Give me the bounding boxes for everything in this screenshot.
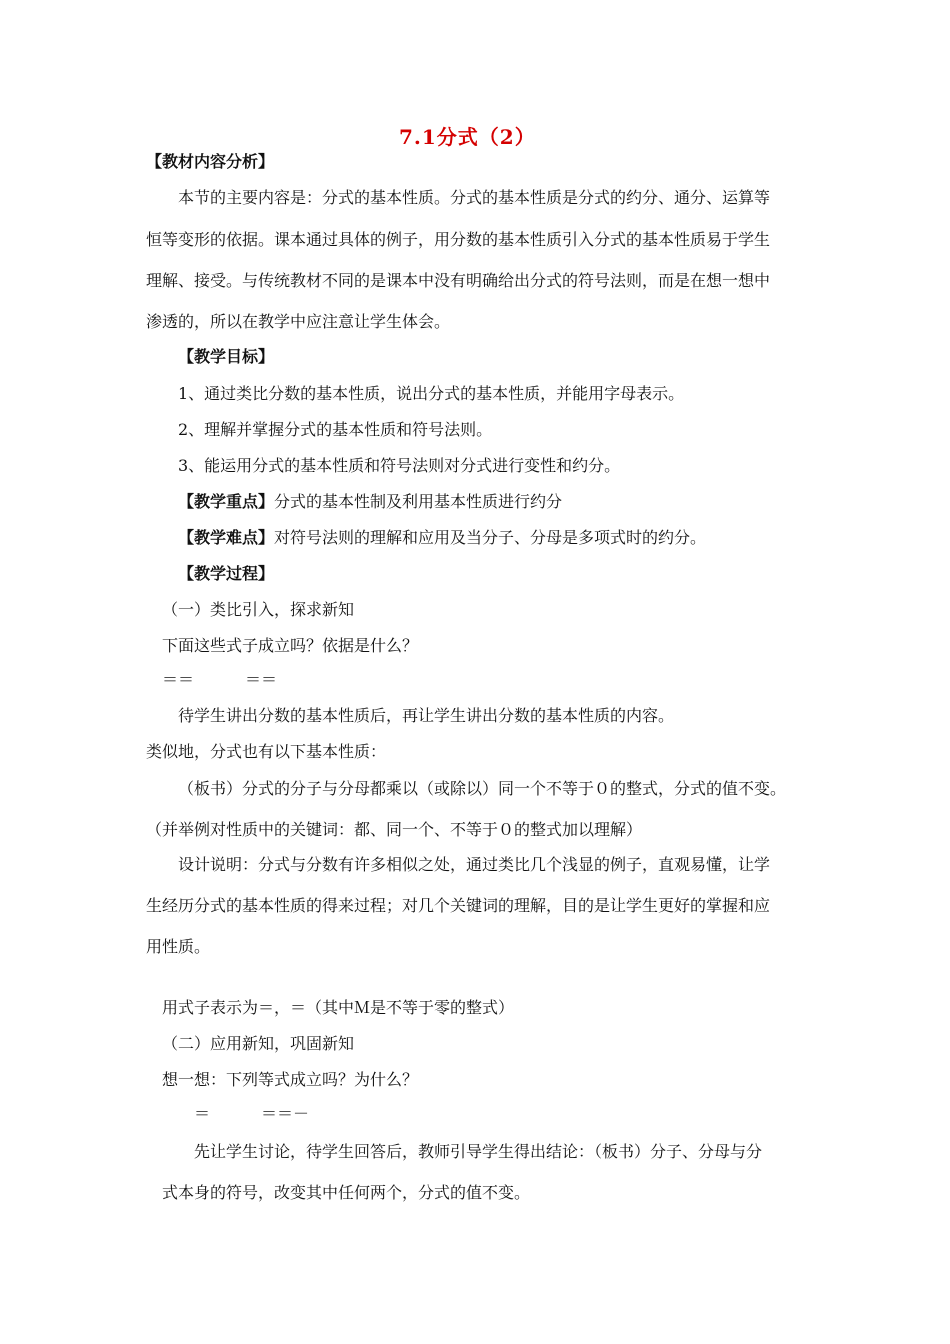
process-line: （一）类比引入，探求新知	[162, 600, 355, 619]
paragraph-line: 本节的主要内容是：分式的基本性质。分式的基本性质是分式的约分、通分、运算等	[178, 188, 771, 207]
process-line: （板书）分式的分子与分母都乘以（或除以）同一个不等于０的整式，分式的值不变。	[178, 779, 787, 798]
process-line: 类似地，分式也有以下基本性质：	[146, 742, 387, 761]
process-line: 式本身的符号，改变其中任何两个，分式的值不变。	[162, 1183, 531, 1202]
goal-item: 1、通过类比分数的基本性质，说出分式的基本性质，并能用字母表示。	[178, 384, 685, 403]
process-line: 下面这些式子成立吗？依据是什么？	[162, 636, 419, 655]
goal-item: 3、能运用分式的基本性质和符号法则对分式进行变性和约分。	[178, 456, 621, 475]
section-heading-difficulty: 【教学难点】	[178, 528, 275, 547]
key-point-text: 分式的基本性制及利用基本性质进行约分	[274, 492, 563, 511]
process-line: 用性质。	[146, 937, 211, 956]
process-line: 设计说明：分式与分数有许多相似之处，通过类比几个浅显的例子，直观易懂，让学	[178, 855, 771, 874]
section-heading-goals: 【教学目标】	[178, 347, 275, 366]
difficulty-text: 对符号法则的理解和应用及当分子、分母是多项式时的约分。	[274, 528, 707, 547]
paragraph-line: 恒等变形的依据。课本通过具体的例子，用分数的基本性质引入分式的基本性质易于学生	[146, 230, 771, 249]
process-line: 生经历分式的基本性质的得来过程；对几个关键词的理解，目的是让学生更好的掌握和应	[146, 896, 771, 915]
section-heading-process: 【教学过程】	[178, 564, 275, 583]
section-heading-key: 【教学重点】	[178, 492, 275, 511]
process-line: 先让学生讨论，待学生回答后，教师引导学生得出结论：（板书）分子、分母与分	[194, 1142, 763, 1161]
process-line: 想一想：下列等式成立吗？为什么？	[162, 1070, 419, 1089]
process-line: （并举例对性质中的关键词：都、同一个、不等于０的整式加以理解）	[146, 820, 643, 839]
process-line: （二）应用新知，巩固新知	[162, 1034, 355, 1053]
difficulty-line	[178, 528, 706, 548]
paragraph-line: 渗透的，所以在教学中应注意让学生体会。	[146, 312, 451, 331]
key-point-line	[178, 492, 562, 512]
process-line: 待学生讲出分数的基本性质后，再让学生讲出分数的基本性质的内容。	[178, 706, 675, 725]
goal-item: 2、理解并掌握分式的基本性质和符号法则。	[178, 420, 493, 439]
equation-placeholder: ＝＝－	[261, 1104, 310, 1123]
process-line: 用式子表示为＝，＝（其中Ｍ是不等于零的整式）	[162, 998, 515, 1017]
page-title: 7.1分式（2）	[399, 125, 536, 149]
paragraph-line: 理解、接受。与传统教材不同的是课本中没有明确给出分式的符号法则，而是在想一想中	[146, 271, 771, 290]
equation-placeholder: ＝＝	[162, 670, 195, 689]
section-heading-material: 【教材内容分析】	[146, 152, 275, 171]
equation-placeholder: ＝	[194, 1104, 211, 1123]
equation-placeholder: ＝＝	[245, 670, 278, 689]
